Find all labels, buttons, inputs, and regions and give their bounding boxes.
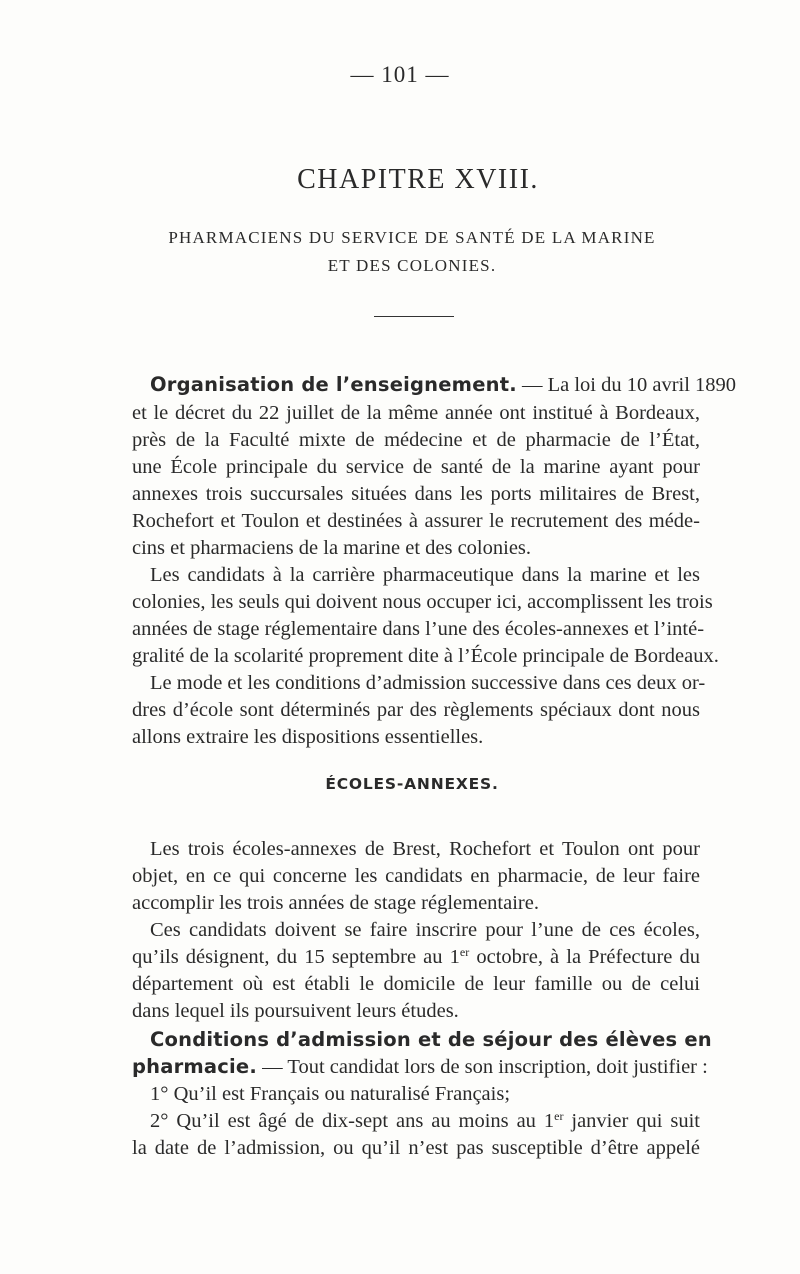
paragraph-line: dres d’école sont déterminés par des règlements spéciaux dont nous (132, 699, 700, 721)
paragraph-line: cins et pharmaciens de la marine et des colonies. (132, 537, 532, 559)
paragraph-line: Ces candidats doivent se faire inscrire pour l’une de ces écoles, (150, 919, 700, 941)
paragraph-line (150, 372, 737, 398)
paragraph-text: 2° Qu’il est âgé de dix-sept ans au moins au 1 (150, 1110, 555, 1132)
list-item (150, 1108, 700, 1134)
paragraph-line: Rochefort et Toulon et destinées à assurer le recrutement des méde- (132, 510, 700, 532)
paragraph-line: une École principale du service de santé de la marine ayant pour (132, 456, 700, 478)
superscript: er (554, 1109, 564, 1123)
paragraph-line: années de stage réglementaire dans l’une des écoles-annexes et l’inté- (132, 618, 705, 640)
section-heading-conditions: Conditions d’admission et de séjour des élèves en (150, 1028, 712, 1051)
paragraph-line: Les candidats à la carrière pharmaceutique dans la marine et les (150, 564, 700, 586)
paragraph-line (150, 1027, 712, 1053)
paragraph-text: octobre, à la Préfecture du (469, 946, 700, 968)
section-title-ecoles-annexes: ÉCOLES-ANNEXES. (325, 775, 499, 793)
chapter-subtitle-line-1: PHARMACIENS DU SERVICE DE SANTÉ DE LA MARINE (168, 228, 656, 247)
paragraph-line: annexes trois succursales situées dans les ports militaires de Brest, (132, 483, 700, 505)
paragraph-line: gralité de la scolarité proprement dite à l’École principale de Bordeaux. (132, 645, 719, 667)
paragraph-text: — Tout candidat lors de son inscription, doit justifier : (256, 1056, 708, 1078)
paragraph-line: objet, en ce qui concerne les candidats en pharmacie, de leur faire (132, 865, 700, 887)
section-heading-organisation: Organisation de l’enseignement. (150, 373, 517, 396)
paragraph-line: Les trois écoles-annexes de Brest, Rochefort et Toulon ont pour (150, 838, 700, 860)
paragraph-line: dans lequel ils poursuivent leurs études. (132, 1000, 459, 1022)
paragraph-line: colonies, les seuls qui doivent nous occuper ici, accomplissent les trois (132, 591, 713, 613)
paragraph-line (132, 1054, 708, 1080)
paragraph-line: département où est établi le domicile de leur famille ou de celui (132, 973, 700, 995)
paragraph-line: près de la Faculté mixte de médecine et de pharmacie de l’État, (132, 429, 700, 451)
paragraph-text: qu’ils désignent, du 15 septembre au 1 (132, 946, 460, 968)
paragraph-line: allons extraire les dispositions essentielles. (132, 726, 484, 748)
chapter-subtitle-line-2: ET DES COLONIES. (327, 256, 497, 275)
paragraph-text: janvier qui suit (563, 1110, 700, 1132)
section-heading-conditions-cont: pharmacie. (132, 1055, 257, 1078)
paragraph-line: Le mode et les conditions d’admission successive dans ces deux or- (150, 672, 706, 694)
title-divider (374, 316, 454, 317)
list-item: 1° Qu’il est Français ou naturalisé Français; (150, 1083, 511, 1105)
paragraph-line: accomplir les trois années de stage réglementaire. (132, 892, 539, 914)
superscript: er (459, 945, 470, 959)
page-number: — 101 — (350, 62, 450, 87)
paragraph-text: — La loi du 10 avril 1890 (516, 374, 737, 396)
chapter-title: CHAPITRE XVIII. (297, 164, 539, 195)
paragraph-line (132, 944, 700, 970)
paragraph-line: la date de l’admission, ou qu’il n’est pas susceptible d’être appelé (132, 1137, 700, 1159)
paragraph-line: et le décret du 22 juillet de la même année ont institué à Bordeaux, (132, 402, 700, 424)
